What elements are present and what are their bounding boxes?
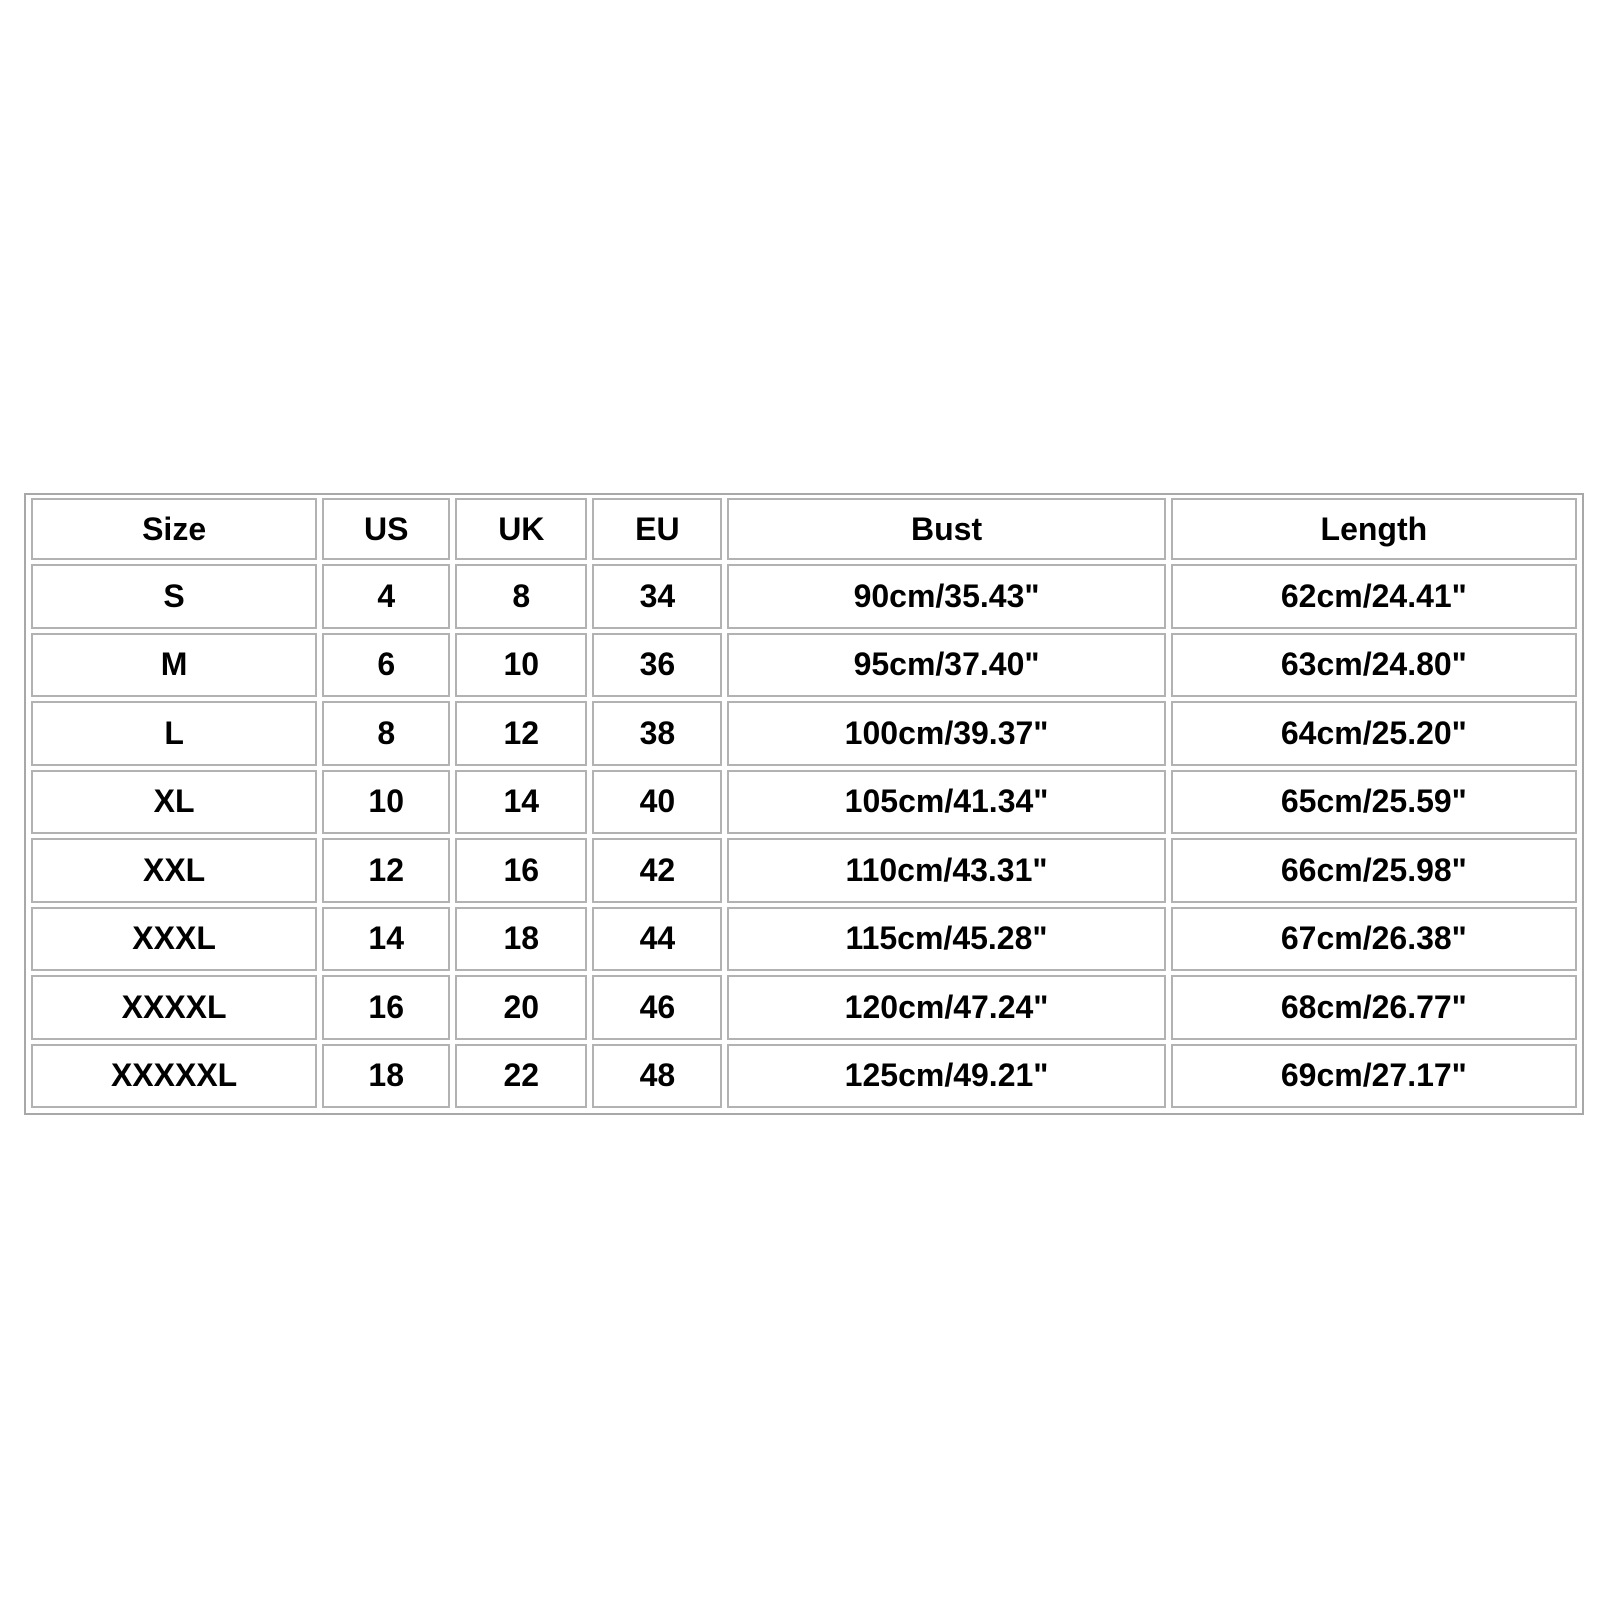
- table-row: [31, 564, 1577, 629]
- cell-size: XXL: [31, 838, 317, 903]
- cell-bust: 95cm/37.40": [727, 633, 1165, 698]
- table-row: [31, 838, 1577, 903]
- cell-length: 68cm/26.77": [1171, 975, 1577, 1040]
- cell-bust: 100cm/39.37": [727, 701, 1165, 766]
- cell-length: 63cm/24.80": [1171, 633, 1577, 698]
- cell-eu: 34: [592, 564, 722, 629]
- cell-us: 10: [322, 770, 450, 835]
- cell-size: XXXXXL: [31, 1044, 317, 1109]
- cell-us: 14: [322, 907, 450, 972]
- cell-length: 66cm/25.98": [1171, 838, 1577, 903]
- table-row: [31, 633, 1577, 698]
- cell-bust: 115cm/45.28": [727, 907, 1165, 972]
- cell-length: 67cm/26.38": [1171, 907, 1577, 972]
- cell-us: 12: [322, 838, 450, 903]
- cell-eu: 42: [592, 838, 722, 903]
- cell-eu: 48: [592, 1044, 722, 1109]
- table-row: [31, 907, 1577, 972]
- cell-us: 18: [322, 1044, 450, 1109]
- header-uk: UK: [455, 498, 587, 560]
- cell-size: L: [31, 701, 317, 766]
- table-row: [31, 701, 1577, 766]
- cell-bust: 110cm/43.31": [727, 838, 1165, 903]
- cell-bust: 125cm/49.21": [727, 1044, 1165, 1109]
- table-row: [31, 975, 1577, 1040]
- size-chart-table: [26, 494, 1582, 1112]
- cell-size: M: [31, 633, 317, 698]
- header-row: [31, 498, 1577, 560]
- cell-size: XXXXL: [31, 975, 317, 1040]
- cell-us: 16: [322, 975, 450, 1040]
- cell-eu: 38: [592, 701, 722, 766]
- cell-eu: 44: [592, 907, 722, 972]
- cell-uk: 22: [455, 1044, 587, 1109]
- cell-length: 64cm/25.20": [1171, 701, 1577, 766]
- cell-uk: 8: [455, 564, 587, 629]
- cell-eu: 40: [592, 770, 722, 835]
- cell-us: 6: [322, 633, 450, 698]
- cell-uk: 18: [455, 907, 587, 972]
- cell-size: XXXL: [31, 907, 317, 972]
- cell-uk: 10: [455, 633, 587, 698]
- cell-size: S: [31, 564, 317, 629]
- cell-uk: 16: [455, 838, 587, 903]
- cell-size: XL: [31, 770, 317, 835]
- cell-us: 4: [322, 564, 450, 629]
- cell-bust: 90cm/35.43": [727, 564, 1165, 629]
- header-eu: EU: [592, 498, 722, 560]
- cell-us: 8: [322, 701, 450, 766]
- cell-eu: 36: [592, 633, 722, 698]
- cell-length: 62cm/24.41": [1171, 564, 1577, 629]
- table-row: [31, 1044, 1577, 1109]
- header-us: US: [322, 498, 450, 560]
- cell-uk: 20: [455, 975, 587, 1040]
- cell-length: 65cm/25.59": [1171, 770, 1577, 835]
- cell-bust: 105cm/41.34": [727, 770, 1165, 835]
- cell-bust: 120cm/47.24": [727, 975, 1165, 1040]
- cell-length: 69cm/27.17": [1171, 1044, 1577, 1109]
- size-chart-frame: [24, 493, 1584, 1115]
- cell-uk: 12: [455, 701, 587, 766]
- table-row: [31, 770, 1577, 835]
- cell-eu: 46: [592, 975, 722, 1040]
- header-length: Length: [1171, 498, 1577, 560]
- header-size: Size: [31, 498, 317, 560]
- cell-uk: 14: [455, 770, 587, 835]
- header-bust: Bust: [727, 498, 1165, 560]
